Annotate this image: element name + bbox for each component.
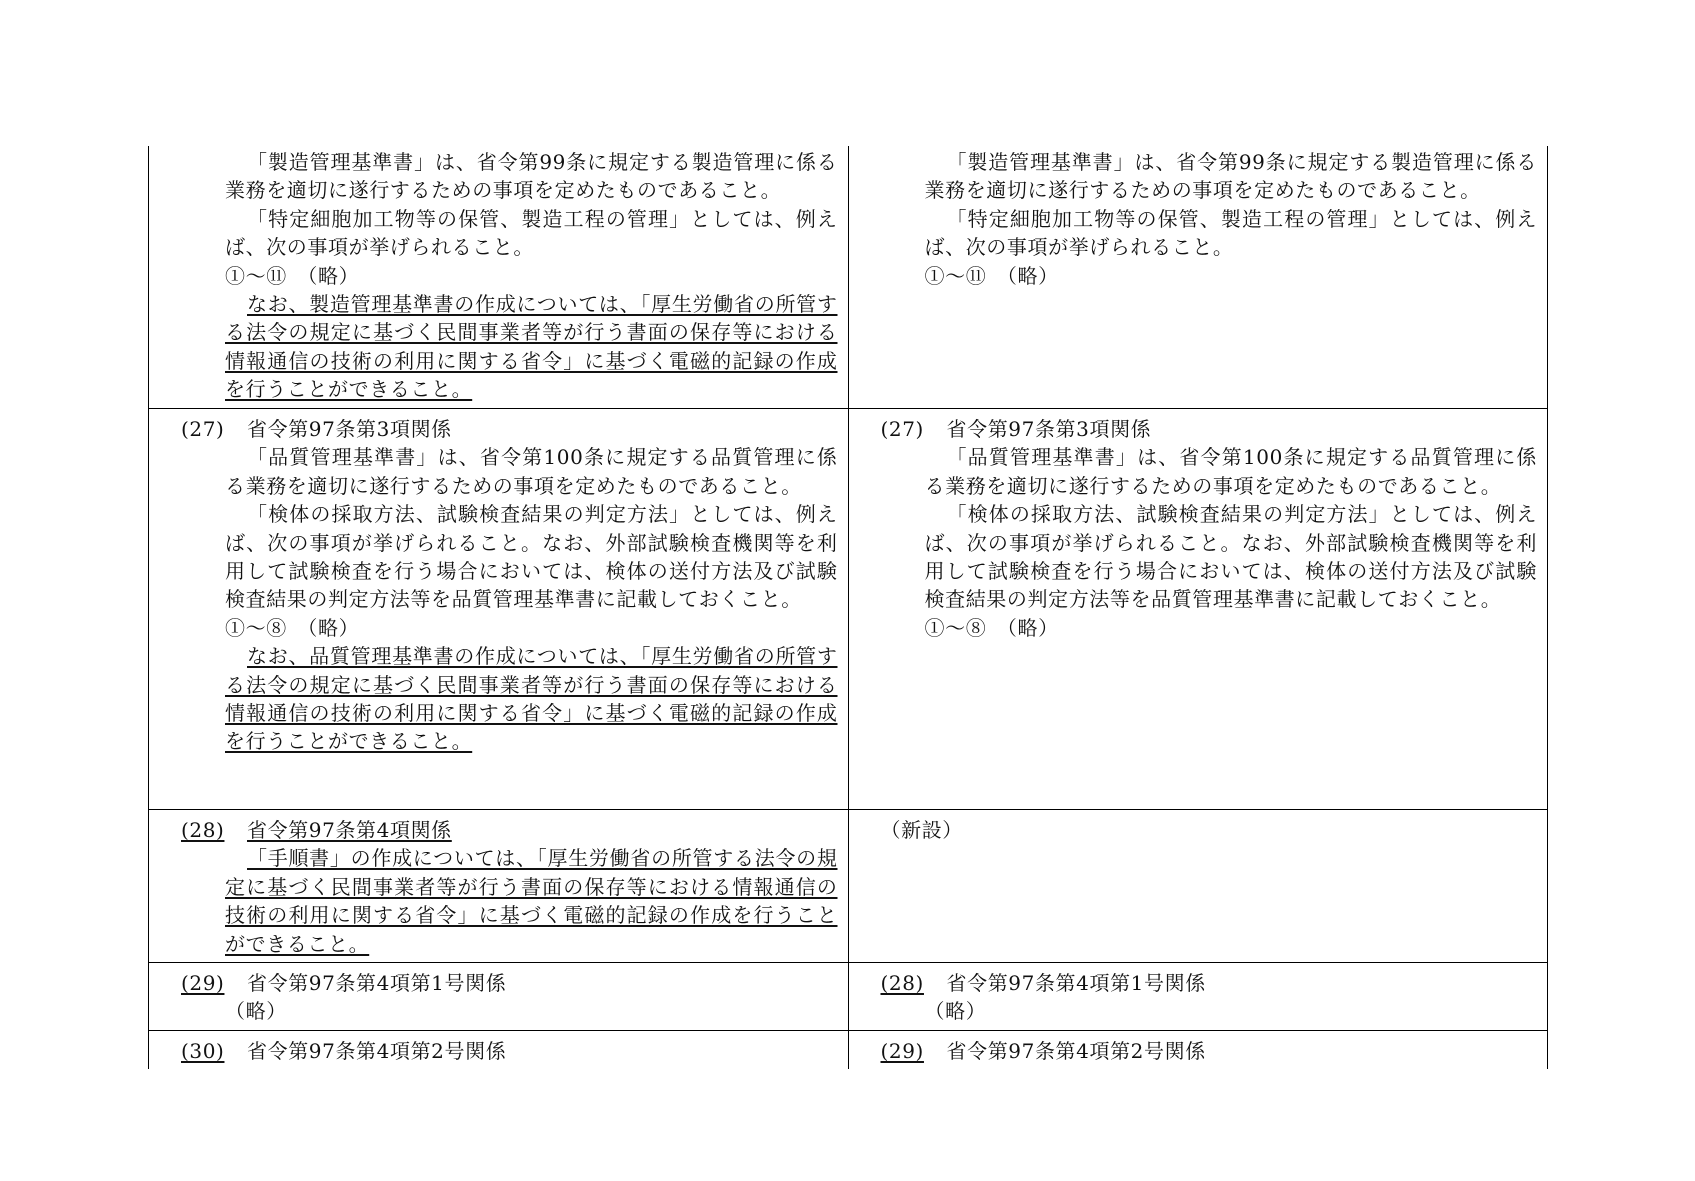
section-title: 省令第97条第4項第2号関係 (247, 1038, 507, 1063)
section-number: (30) (181, 1038, 225, 1063)
section-number: (27) (181, 417, 225, 441)
table-row (149, 810, 1548, 963)
paragraph: ①～⑧ （略） (225, 615, 360, 640)
section-title: 省令第97条第4項第1号関係 (946, 971, 1206, 996)
current-column-cell (848, 963, 1548, 1031)
paragraph: （略） (924, 999, 987, 1024)
comparison-table (148, 146, 1548, 1069)
paragraph: 「品質管理基準書」は、省令第100条に規定する品質管理に係る業務を適切に遂行するための事項を定めたものであること。 (225, 445, 838, 498)
section-title: 省令第97条第3項関係 (247, 417, 452, 441)
revised-column-cell (149, 810, 849, 963)
section-heading (859, 415, 1538, 443)
added-paragraph: なお、製造管理基準書の作成については、「厚生労働省の所管する法令の規定に基づく民間事業者等が行う書面の保存等における情報通信の技術の利用に関する省令」に基づく電磁的記録の作成を行うことができること。 (225, 292, 838, 402)
added-paragraph: 「手順書」の作成については、「厚生労働省の所管する法令の規定に基づく民間事業者等が行う書面の保存等における情報通信の技術の利用に関する省令」に基づく電磁的記録の作成を行うことができること。 (225, 846, 838, 956)
section-number: (28) (181, 818, 225, 842)
paragraph: （略） (225, 999, 287, 1024)
revised-column-cell (149, 409, 849, 810)
revised-column-cell (149, 146, 849, 409)
table-row (149, 409, 1548, 810)
section-heading (859, 1037, 1538, 1065)
section-title: 省令第97条第3項関係 (946, 417, 1152, 441)
section-number: (27) (880, 417, 924, 441)
paragraph: 「品質管理基準書」は、省令第100条に規定する品質管理に係る業務を適切に遂行するための事項を定めたものであること。 (924, 445, 1537, 498)
paragraph: 「特定細胞加工物等の保管、製造工程の管理」としては、例えば、次の事項が挙げられること。 (225, 206, 838, 260)
paragraph: 「製造管理基準書」は、省令第99条に規定する製造管理に係る業務を適切に遂行するための事項を定めたものであること。 (225, 150, 838, 203)
section-number: (29) (880, 1038, 924, 1063)
section-number: (29) (181, 971, 225, 996)
section-heading (859, 969, 1538, 997)
section-title: 省令第97条第4項第1号関係 (247, 971, 507, 996)
revised-column-cell (149, 1030, 849, 1069)
paragraph: 「製造管理基準書」は、省令第99条に規定する製造管理に係る業務を適切に遂行するための事項を定めたものであること。 (924, 150, 1537, 203)
paragraph: 「特定細胞加工物等の保管、製造工程の管理」としては、例えば、次の事項が挙げられること。 (924, 206, 1537, 260)
paragraph: ①～⑧ （略） (924, 615, 1059, 640)
section-heading (159, 969, 838, 997)
revised-column-cell (149, 963, 849, 1031)
current-column-cell (848, 146, 1548, 409)
table-row (149, 963, 1548, 1031)
added-paragraph: なお、品質管理基準書の作成については、「厚生労働省の所管する法令の規定に基づく民間事業者等が行う書面の保存等における情報通信の技術の利用に関する省令」に基づく電磁的記録の作成を行うことができること。 (225, 644, 838, 754)
table-row (149, 146, 1548, 409)
paragraph: ①～⑪ （略） (924, 263, 1059, 288)
paragraph: 「検体の採取方法、試験検査結果の判定方法」としては、例えば、次の事項が挙げられること。なお、外部試験検査機関等を利用して試験検査を行う場合においては、検体の送付方法及び試験検査結果の判定方法等を品質管理基準書に記載しておくこと。 (924, 502, 1537, 612)
current-column-cell (848, 810, 1548, 963)
paragraph: 「検体の採取方法、試験検査結果の判定方法」としては、例えば、次の事項が挙げられること。なお、外部試験検査機関等を利用して試験検査を行う場合においては、検体の送付方法及び試験検査結果の判定方法等を品質管理基準書に記載しておくこと。 (225, 502, 838, 612)
section-heading (159, 1037, 838, 1065)
current-column-cell (848, 1030, 1548, 1069)
section-title: 省令第97条第4項関係 (247, 818, 452, 842)
section-heading (159, 415, 838, 443)
paragraph: ①～⑪ （略） (225, 263, 360, 288)
table-row (149, 1030, 1548, 1069)
current-column-cell (848, 409, 1548, 810)
section-heading (159, 816, 838, 844)
section-title: 省令第97条第4項第2号関係 (946, 1038, 1206, 1063)
section-number: (28) (880, 971, 924, 996)
new-section-note: （新設） (880, 818, 963, 842)
